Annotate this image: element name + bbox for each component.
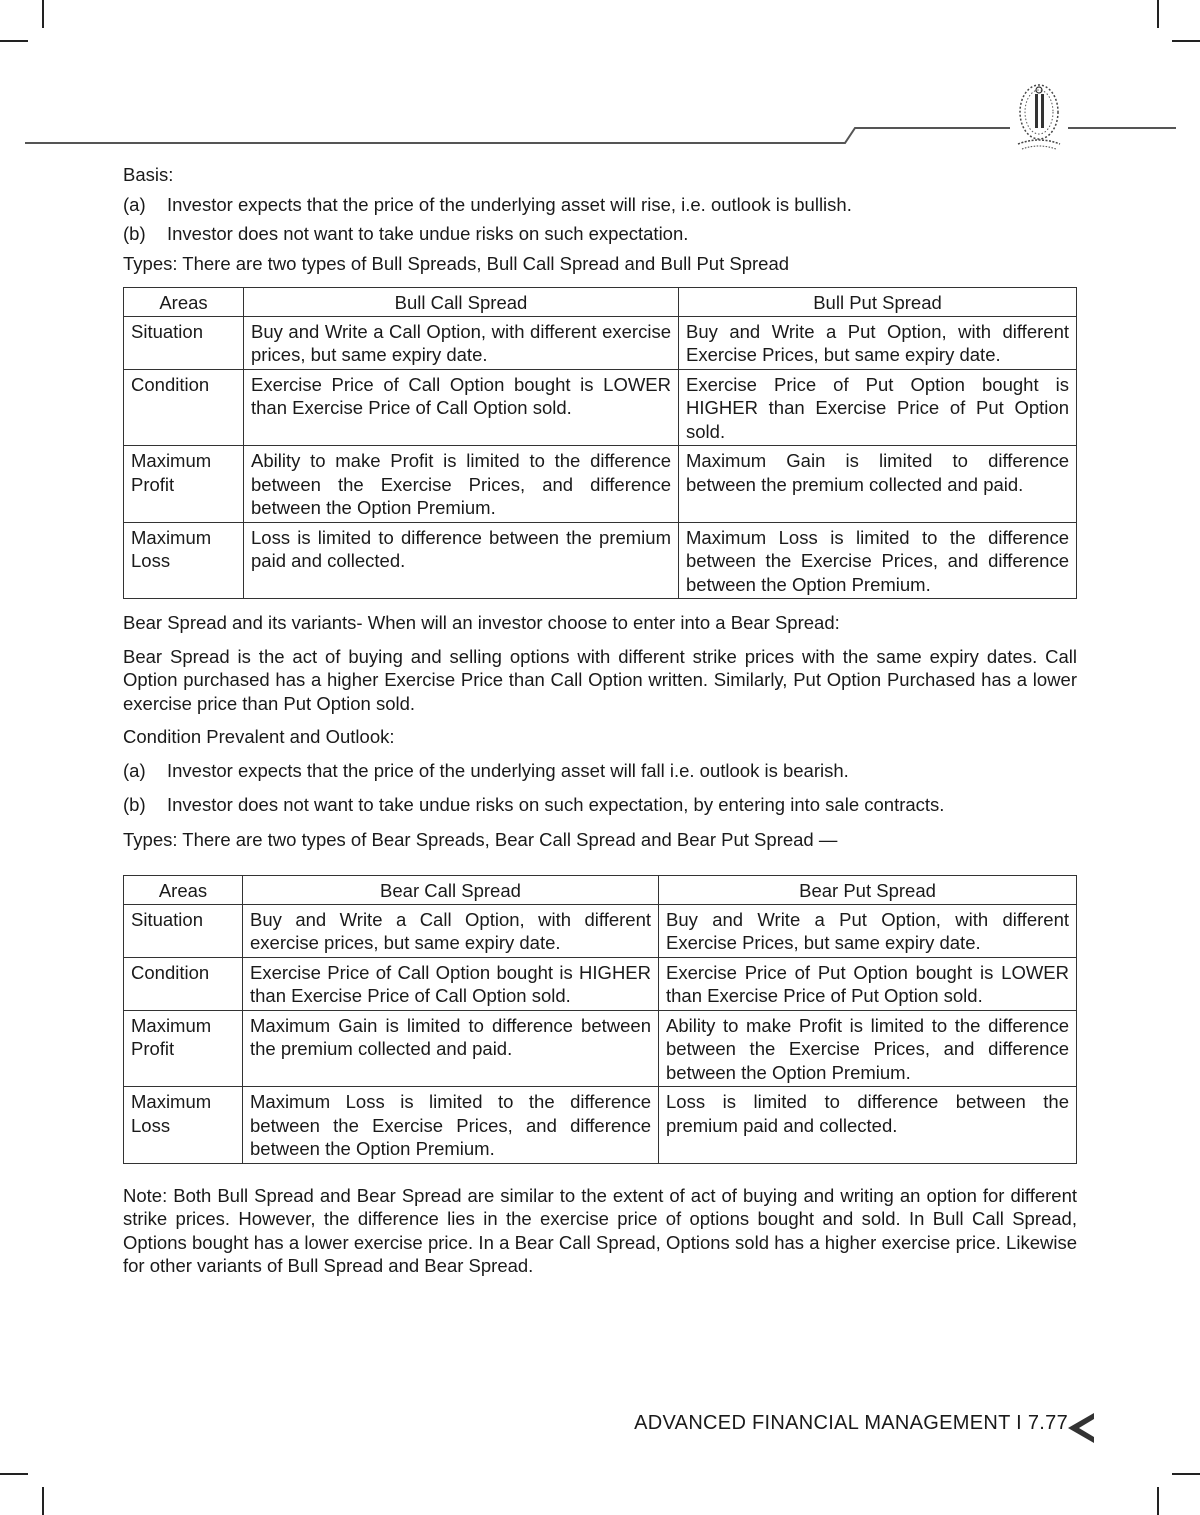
table-header-row [124,288,1077,317]
crop-mark [1157,0,1159,28]
table-cell: Buy and Write a Put Option, with different Exercise Prices, but same expiry date. [679,316,1077,369]
table-cell: Buy and Write a Call Option, with different exercise prices, but same expiry date. [243,904,659,957]
table-header-cell: Areas [124,876,243,905]
list-item [123,759,1077,783]
crop-mark [0,1473,28,1475]
crop-mark [42,0,44,28]
table-row [124,369,1077,446]
list-item [123,193,1077,217]
table-cell: Buy and Write a Put Option, with different Exercise Prices, but same expiry date. [659,904,1077,957]
table-row [124,957,1077,1010]
table-row [124,316,1077,369]
table-cell: Buy and Write a Call Option, with different exercise prices, but same expiry date. [244,316,679,369]
bear-spread-table [123,875,1077,1164]
table-cell: Exercise Price of Call Option bought is HIGHER than Exercise Price of Call Option sold. [243,957,659,1010]
table-header-cell: Bear Call Spread [243,876,659,905]
table-header-row [124,876,1077,905]
table-cell-area: Condition [124,369,244,446]
list-text: Investor does not want to take undue risks on such expectation. [167,223,689,244]
table-cell: Loss is limited to difference between the premium paid and collected. [659,1087,1077,1164]
crop-mark [1172,1473,1200,1475]
condition-heading: Condition Prevalent and Outlook: [123,726,395,747]
bear-types-text: Types: There are two types of Bear Spreads, Bear Call Spread and Bear Put Spread — [123,828,838,850]
crop-mark [0,40,28,42]
table-cell: Exercise Price of Call Option bought is LOWER than Exercise Price of Call Option sold. [244,369,679,446]
list-item [123,793,1077,817]
table-cell: Exercise Price of Put Option bought is HIGHER than Exercise Price of Put Option sold. [679,369,1077,446]
table-row [124,1010,1077,1087]
list-text: Investor expects that the price of the underlying asset will rise, i.e. outlook is bullish. [167,193,852,215]
note-paragraph: Note: Both Bull Spread and Bear Spread are similar to the extent of act of buying and writing an option for different strike prices. However, the difference lies in the exercise price of options bought and sold. In Bull Call Spread, Options bought has a lower exercise price. In a Bear Call Spread, Options sold has a higher exercise price. Likewise for other variants of Bull Spread and Bear Spread. [123,1184,1077,1276]
bear-spread-paragraph: Bear Spread is the act of buying and selling options with different strike prices with the same expiry dates. Call Option purchased has a higher Exercise Price than Call Option written. Similarly, Put Option Purchased has a lower exercise price than Put Option sold. [123,645,1077,714]
list-marker: (a) [123,193,146,215]
table-cell-area: Condition [124,957,243,1010]
table-row [124,1087,1077,1164]
table-cell-area: Maximum Loss [124,522,244,599]
table-cell: Loss is limited to difference between the premium paid and collected. [244,522,679,599]
table-cell: Ability to make Profit is limited to the difference between the Exercise Prices, and difference between the Option Premium. [659,1010,1077,1087]
table-cell-area: Maximum Profit [124,1010,243,1087]
list-item [123,222,1077,246]
table-row [124,446,1077,523]
bull-spread-table [123,287,1077,599]
table-cell: Maximum Loss is limited to the difference between the Exercise Prices, and difference between the Option Premium. [679,522,1077,599]
bear-spread-heading: Bear Spread and its variants- When will an investor choose to enter into a Bear Spread: [123,612,840,633]
institute-logo-icon [1012,78,1066,154]
page-footer: ADVANCED FINANCIAL MANAGEMENT I 7.77 [634,1412,1068,1434]
list-text: Investor does not want to take undue risks on such expectation, by entering into sale contracts. [167,794,945,815]
table-header-cell: Bull Call Spread [244,288,679,317]
crop-mark [42,1487,44,1515]
table-cell-area: Situation [124,316,244,369]
table-cell: Maximum Loss is limited to the difference between the Exercise Prices, and difference between the Option Premium. [243,1087,659,1164]
list-marker: (b) [123,223,146,244]
table-cell-area: Situation [124,904,243,957]
table-header-cell: Bear Put Spread [659,876,1077,905]
crop-mark [1172,40,1200,42]
list-text: Investor expects that the price of the underlying asset will fall i.e. outlook is bearish. [167,759,849,781]
basis-label: Basis: [123,164,174,185]
bull-types-text: Types: There are two types of Bull Spreads, Bull Call Spread and Bull Put Spread [123,252,790,274]
chevron-left-icon [1066,1411,1096,1445]
table-cell: Maximum Gain is limited to difference between the premium collected and paid. [679,446,1077,523]
list-marker: (a) [123,759,146,781]
table-cell: Exercise Price of Put Option bought is LOWER than Exercise Price of Put Option sold. [659,957,1077,1010]
table-header-cell: Bull Put Spread [679,288,1077,317]
page-content [123,163,1077,1278]
table-row [124,522,1077,599]
table-cell-area: Maximum Profit [124,446,244,523]
list-marker: (b) [123,794,146,815]
table-cell: Maximum Gain is limited to difference between the premium collected and paid. [243,1010,659,1087]
table-header-cell: Areas [124,288,244,317]
table-cell: Ability to make Profit is limited to the difference between the Exercise Prices, and difference between the Option Premium. [244,446,679,523]
table-cell-area: Maximum Loss [124,1087,243,1164]
crop-mark [1157,1487,1159,1515]
table-row [124,904,1077,957]
